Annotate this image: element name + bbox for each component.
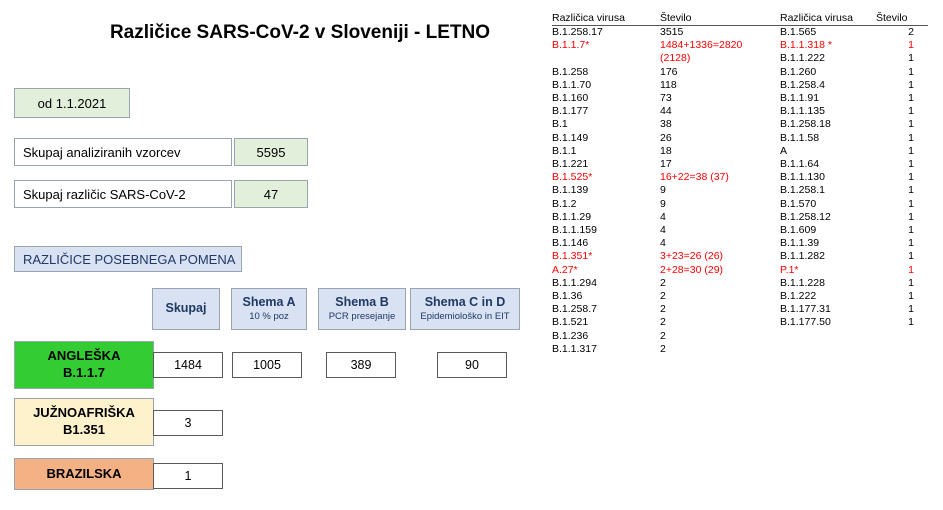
table-row: [552, 145, 800, 158]
cell-count: 1: [908, 118, 914, 131]
schema-title-1: Shema A: [242, 295, 296, 310]
cell-variant: A.27*: [552, 263, 578, 276]
table-row: [780, 39, 928, 52]
table-row: [552, 303, 800, 316]
page-title: Različice SARS-CoV-2 v Sloveniji - LETNO: [109, 22, 491, 43]
cell-variant: B.1.1.29: [552, 210, 592, 223]
cell-count: 2: [660, 329, 666, 342]
cell-count: 1: [908, 39, 914, 52]
table-row: [780, 145, 928, 158]
cell-count: 1: [908, 131, 914, 144]
cell-count: 9: [660, 184, 666, 197]
cell-variant: B.1.149: [552, 131, 589, 144]
table-row: [552, 316, 800, 329]
variant-value-0-3: [437, 352, 507, 378]
cell-variant: B.1.258.17: [552, 26, 603, 38]
summary-value-box-1: [234, 180, 308, 208]
schema-title-2: Shema B: [335, 295, 389, 310]
table-row: [780, 132, 928, 145]
table-row: [780, 211, 928, 224]
cell-count: 1: [908, 250, 914, 263]
table-row: [552, 264, 800, 277]
variant-lineage-0: B.1.1.7: [63, 365, 105, 380]
cell-variant: B.1.236: [552, 329, 589, 342]
summary-value-box-0: [234, 138, 308, 166]
table-row: [780, 66, 928, 79]
cell-variant: B.1.260: [780, 65, 817, 78]
table-row: [780, 171, 928, 184]
cell-count: 1: [908, 237, 914, 250]
cell-variant: B.1.221: [552, 158, 589, 171]
table-row: [552, 184, 800, 197]
table-row: [780, 250, 928, 263]
table-row: [780, 184, 928, 197]
cell-count: 4: [660, 224, 666, 237]
cell-count: 1: [908, 105, 914, 118]
schema-sub-2: PCR presejanje: [328, 310, 396, 322]
table-row: [552, 224, 800, 237]
cell-variant: B.1.1: [552, 144, 577, 157]
schema-header-b: [318, 288, 406, 330]
cell-variant: B.1.1.222: [780, 52, 825, 65]
variant-value-1-0: [153, 410, 223, 436]
cell-count: 176: [660, 65, 678, 78]
cell-variant: B.1.1.294: [552, 276, 597, 289]
cell-count: 1: [908, 263, 914, 276]
cell-count: (2128): [660, 52, 691, 65]
cell-variant: B.1.1.39: [780, 237, 820, 250]
cell-variant: B.1.1.58: [780, 131, 820, 144]
table-row: [780, 303, 928, 316]
cell-variant: P.1*: [780, 263, 799, 276]
cell-variant: [552, 52, 660, 65]
cell-variant: B.1.258.4: [780, 78, 825, 91]
cell-variant: B.1.1.64: [780, 158, 820, 171]
cell-count: 1484+1336=2820: [660, 39, 743, 52]
table-row: [552, 132, 800, 145]
cell-variant: B.1.525*: [552, 171, 593, 184]
variant-value-2-0: [153, 463, 223, 489]
table-row: [780, 198, 928, 211]
table-row: [552, 277, 800, 290]
cell-count: 1: [908, 303, 914, 316]
cell-variant: B.1.521: [552, 316, 589, 329]
cell-count: 2: [908, 26, 914, 38]
table-body-left: [552, 26, 800, 357]
table-row: [552, 330, 800, 343]
cell-count: 26: [660, 131, 672, 144]
cell-count: 2: [660, 290, 666, 303]
cell-variant: B.1.160: [552, 92, 589, 105]
variant-value-text-0-3: 90: [465, 358, 479, 372]
cell-count: 1: [908, 224, 914, 237]
variant-box-southafrican: [14, 398, 154, 446]
table-row: [780, 92, 928, 105]
variant-box-brazilian: [14, 458, 154, 490]
cell-count: 3515: [660, 26, 684, 38]
cell-variant: B.1.1.282: [780, 250, 825, 263]
table-row: [552, 198, 800, 211]
table-row: [552, 39, 800, 52]
schema-sub-1: 10 % poz: [249, 310, 289, 322]
table-row: [780, 26, 928, 40]
cell-count: 18: [660, 144, 672, 157]
variant-value-text-0-0: 1484: [174, 358, 202, 372]
cell-variant: B.1.2: [552, 197, 577, 210]
cell-count: 1: [908, 92, 914, 105]
period-badge: [14, 88, 130, 118]
cell-variant: A: [780, 144, 788, 157]
cell-count: 73: [660, 92, 672, 105]
variant-table-right: [780, 12, 928, 330]
table-row: [552, 105, 800, 118]
variant-value-text-1-0: 3: [184, 416, 192, 430]
table-row: [780, 316, 928, 329]
cell-count: 38: [660, 118, 672, 131]
table-row: [552, 52, 800, 65]
cell-variant: B.1.1.130: [780, 171, 825, 184]
variant-value-0-2: [326, 352, 396, 378]
cell-variant: B.1.1.228: [780, 276, 825, 289]
variant-box-english: [14, 341, 154, 389]
variant-value-text-0-1: 1005: [253, 358, 281, 372]
table-row: [552, 250, 800, 263]
table-row: [780, 52, 928, 65]
table-row: [552, 237, 800, 250]
cell-variant: B.1.1.135: [780, 105, 825, 118]
cell-variant: B.1.258: [552, 65, 589, 78]
variant-value-text-0-2: 389: [350, 358, 372, 372]
cell-variant: B.1.258.7: [552, 303, 597, 316]
cell-variant: B.1.1.318 *: [780, 39, 832, 52]
table-row: [552, 79, 800, 92]
table-header-variant-left: Različica virusa: [552, 12, 660, 26]
cell-count: 2+28=30 (29): [660, 263, 724, 276]
cell-count: 1: [908, 171, 914, 184]
cell-count: 2: [660, 316, 666, 329]
table-row: [780, 158, 928, 171]
summary-label-0: Skupaj analiziranih vzorcev: [23, 144, 181, 160]
table-row: [552, 158, 800, 171]
cell-variant: B.1.177.31: [780, 303, 831, 316]
cell-variant: B.1.351*: [552, 250, 593, 263]
variant-lineage-1: B1.351: [63, 422, 105, 437]
cell-variant: B.1.258.12: [780, 210, 831, 223]
cell-variant: B.1.609: [780, 224, 817, 237]
variant-table-left: [552, 12, 800, 356]
variant-value-text-2-0: 1: [184, 469, 192, 483]
cell-count: 2: [660, 276, 666, 289]
table-header-variant-right: Različica virusa: [780, 12, 876, 26]
variant-value-0-0: [153, 352, 223, 378]
schema-title-3: Shema C in D: [424, 295, 506, 310]
cell-count: 2: [660, 303, 666, 316]
table-row: [780, 105, 928, 118]
summary-label-1: Skupaj različic SARS-CoV-2: [23, 186, 186, 202]
cell-variant: B.1.1.91: [780, 92, 820, 105]
variant-name-0: ANGLEŠKA: [47, 348, 121, 364]
variant-value-0-1: [232, 352, 302, 378]
section-heading-label: RAZLIČICE POSEBNEGA POMENA: [23, 251, 236, 267]
cell-count: 1: [908, 144, 914, 157]
table-row: [780, 79, 928, 92]
table-row: [780, 290, 928, 303]
table-row: [552, 92, 800, 105]
summary-value-1: 47: [263, 186, 279, 202]
table-row: [780, 224, 928, 237]
schema-sub-3: Epidemiološko in EIT: [420, 310, 510, 322]
cell-count: 1: [908, 290, 914, 303]
cell-count: 16+22=38 (37): [660, 171, 729, 184]
table-header-row-right: [780, 12, 928, 26]
cell-count: 1: [908, 197, 914, 210]
table-header-row-left: [552, 12, 800, 26]
variant-name-1: JUŽNOAFRIŠKA: [33, 405, 135, 421]
table-row: [552, 66, 800, 79]
table-row: [780, 264, 928, 277]
table-header-count-left: Število: [660, 12, 800, 26]
summary-row-label-1: [14, 180, 232, 208]
cell-count: 1: [908, 276, 914, 289]
cell-count: 44: [660, 105, 672, 118]
cell-variant: B.1: [552, 118, 568, 131]
cell-variant: B.1.258.18: [780, 118, 831, 131]
cell-count: 4: [660, 210, 666, 223]
cell-variant: B.1.1.159: [552, 224, 597, 237]
schema-title-0: Skupaj: [165, 301, 207, 316]
schema-header-cd: [410, 288, 520, 330]
cell-count: 4: [660, 237, 666, 250]
table-row: [552, 118, 800, 131]
section-heading: [14, 246, 242, 272]
table-header-count-right: Število: [876, 12, 928, 26]
cell-count: 1: [908, 210, 914, 223]
cell-count: 3+23=26 (26): [660, 250, 724, 263]
cell-count: 2: [660, 342, 666, 355]
cell-variant: B.1.1.317: [552, 342, 597, 355]
summary-row-label-0: [14, 138, 232, 166]
table-row: [780, 237, 928, 250]
cell-variant: B.1.565: [780, 26, 817, 38]
summary-value-0: 5595: [256, 144, 286, 160]
cell-variant: B.1.1.7*: [552, 39, 590, 52]
cell-count: 1: [908, 184, 914, 197]
cell-count: 1: [908, 158, 914, 171]
cell-variant: B.1.139: [552, 184, 589, 197]
cell-variant: B.1.570: [780, 197, 817, 210]
table-row: [780, 118, 928, 131]
cell-variant: B.1.146: [552, 237, 589, 250]
cell-count: 1: [908, 316, 914, 329]
cell-count: 1: [908, 52, 914, 65]
cell-variant: B.1.177.50: [780, 316, 831, 329]
cell-variant: B.1.1.70: [552, 78, 592, 91]
period-label: od 1.1.2021: [37, 95, 107, 111]
cell-variant: B.1.177: [552, 105, 589, 118]
table-row: [552, 26, 800, 40]
cell-variant: B.1.258.1: [780, 184, 825, 197]
table-row: [552, 343, 800, 356]
variant-name-2: BRAZILSKA: [46, 465, 122, 481]
cell-count: 1: [908, 78, 914, 91]
cell-count: 118: [660, 78, 677, 91]
table-row: [552, 290, 800, 303]
cell-variant: B.1.222: [780, 290, 817, 303]
table-row: [552, 211, 800, 224]
cell-count: 17: [660, 158, 672, 171]
cell-count: 9: [660, 197, 666, 210]
schema-header-a: [231, 288, 307, 330]
cell-variant: B.1.36: [552, 290, 583, 303]
table-row: [780, 277, 928, 290]
table-row: [552, 171, 800, 184]
schema-header-skupaj: [152, 288, 220, 330]
cell-count: 1: [908, 65, 914, 78]
table-body-right: [780, 26, 928, 330]
